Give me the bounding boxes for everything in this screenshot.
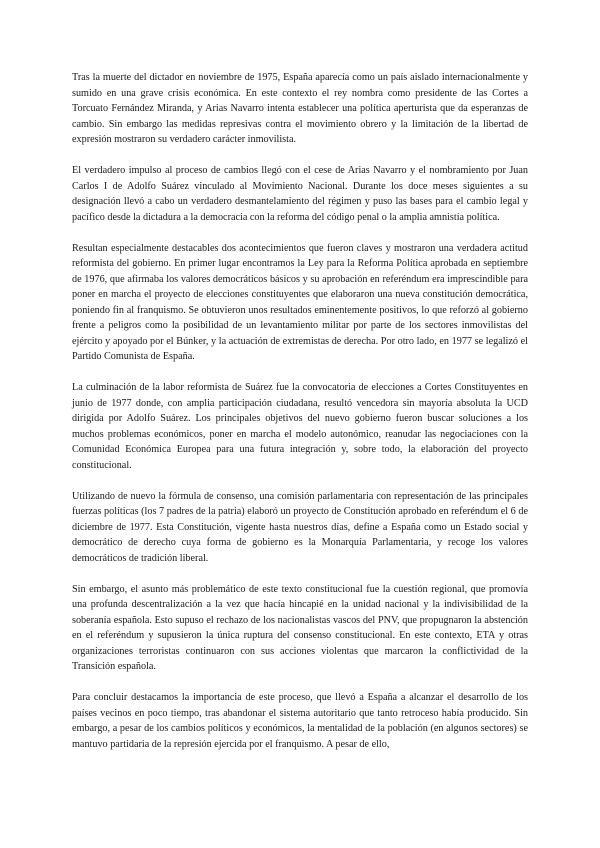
paragraph-4: La culminación de la labor reformista de Suárez fue la convocatoria de elecciones a Cortes Constituyentes en junio de 1977 donde, con amplia participación ciudadana, resultó vencedora sin mayoría absoluta la UCD dirigida por Adolfo Suárez. Los principales objetivos del nuevo gobierno fueron buscar soluciones a los muchos problemas económicos, poner en marcha el modelo autonómico, reanudar las negociaciones con la Comunidad Económica Europea para una futura integración y, sobre todo, la elaboración del proyecto constitucional. (72, 382, 528, 471)
paragraph-6: Sin embargo, el asunto más problemático de este texto constitucional fue la cuestión regional, que promovía una profunda descentralización a la vez que hacía hincapié en la unidad nacional y la indivisibilidad de la soberanía española. Esto supuso el rechazo de los nacionalistas vascos del PNV, que propugnaron la abstención en el referéndum y supusieron la única ruptura del consenso constitucional. En este contexto, ETA y otras organizaciones terroristas continuaron con sus acciones violentas que marcaron la conflictividad de la Transición española. (72, 583, 528, 672)
paragraph-3: Resultan especialmente destacables dos acontecimientos que fueron claves y mostraron una verdadera actitud reformista del gobierno. En primer lugar encontramos la Ley para la Reforma Política aprobada en septiembre de 1976, que afirmaba los valores democráticos básicos y su aprobación en referéndum era imprescindible para poner en marcha el proyecto de elecciones constituyentes que elaboraron una nueva constitución democrática, poniendo fin al franquismo. Se obtuvieron unos resultados eminentemente positivos, lo que reforzó al gobierno frente a peligros como la posibilidad de un levantamiento militar por parte de los sectores inmovilistas del ejército y apoyado por el Búnker, y la actuación de extremistas de derecha. Por otro lado, en 1977 se legalizó el Partido Comunista de España. (72, 242, 528, 362)
document-body (72, 70, 528, 768)
paragraph-5: Utilizando de nuevo la fórmula de consenso, una comisión parlamentaria con representación de las principales fuerzas políticas (los 7 padres de la patria) elaboró un proyecto de Constitución aprobado en referéndum el 6 de diciembre de 1977. Esta Constitución, vigente hasta nuestros días, define a España como un Estado social y democrático de derecho cuya forma de gobierno es la Monarquía Parlamentaria, y recoge los valores democráticos de tradición liberal. (72, 490, 528, 564)
paragraph-1: Tras la muerte del dictador en noviembre de 1975, España aparecía como un país aislado internacionalmente y sumido en una grave crisis económica. En este contexto el rey nombra como presidente de las Cortes a Torcuato Fernández Miranda, y Arias Navarro intenta establecer una política aperturista que da esperanzas de cambio. Sin embargo las medidas represivas contra el movimiento obrero y la limitación de la libertad de expresión mostraron su verdadero carácter inmovilista. (72, 72, 528, 145)
paragraph-2: El verdadero impulso al proceso de cambios llegó con el cese de Arias Navarro y el nombramiento por Juan Carlos I de Adolfo Suárez vinculado al Movimiento Nacional. Durante los doce meses siguientes a su designación llevó a cabo un verdadero desmantelamiento del régimen y puso las bases para el cambio legal y pacífico desde la dictadura a la democracia con la reforma del código penal o la amplia amnistía política. (72, 165, 528, 223)
paragraph-7: Para concluir destacamos la importancia de este proceso, que llevó a España a alcanzar el desarrollo de los países vecinos en poco tiempo, tras abandonar el sistema autoritario que tanto retroceso había producido. Sin embargo, a pesar de los cambios políticos y económicos, la mentalidad de la población (en algunos sectores) se mantuvo partidaria de la represión ejercida por el franquismo. A pesar de ello, (72, 692, 528, 750)
